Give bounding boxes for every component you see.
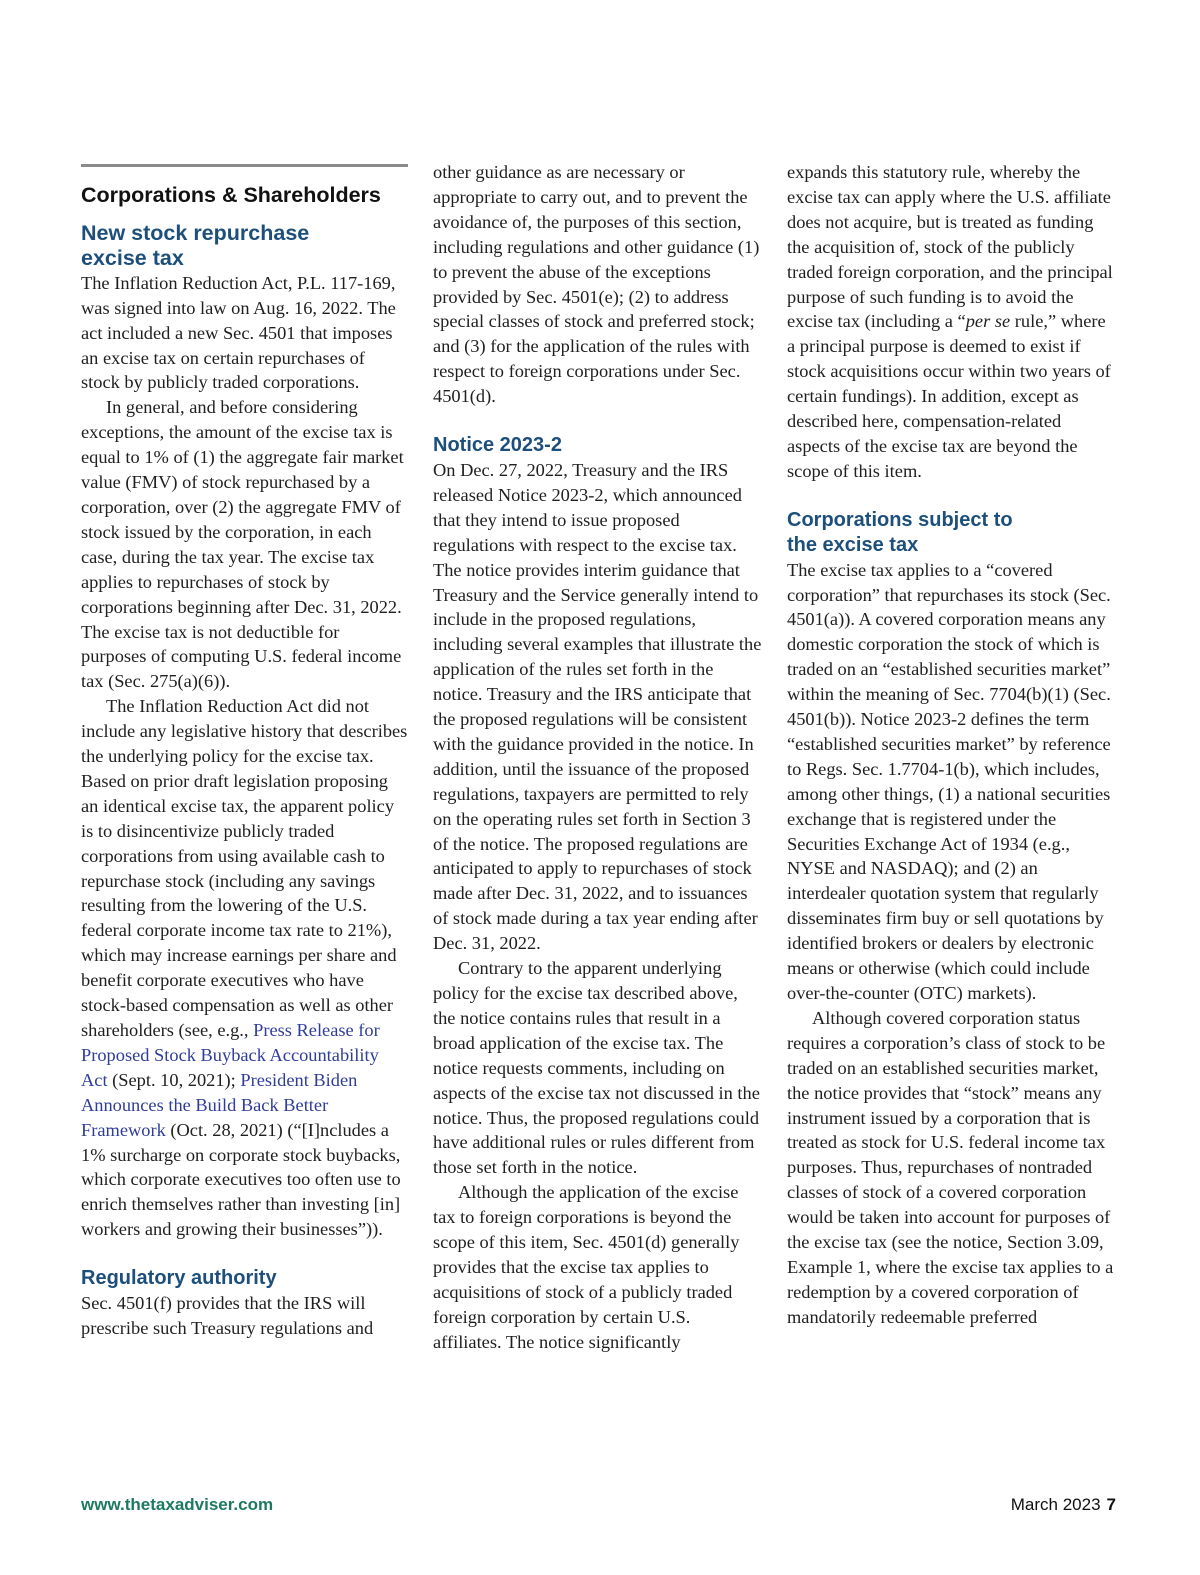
paragraph: The Inflation Reduction Act, P.L. 117-169, was signed into law on Aug. 16, 2022. The act included a new Sec. 4501 that imposes an excise tax on certain repurchases of stock by publicly traded corporations. (81, 272, 396, 393)
paragraph: The excise tax applies to a “covered corporation” that repurchases its stock (Sec. 4501(a)). A covered corporation means any domestic corporation the stock of which is traded on an “established securities market” within the meaning of Sec. 7704(b)(1) (Sec. 4501(b)). Notice 2023-2 defines the term “established securities market” by reference to Regs. Sec. 1.7704-1(b), which includes, among other things, (1) a national securities exchange that is registered under the Securities Exchange Act of 1934 (e.g., NYSE and NASDAQ); and (2) an interdealer quotation system that regularly disseminates firm buy or sell quotations by identified brokers or dealers by electronic means or otherwise (which could include over-the-counter (OTC) markets). (787, 559, 1111, 1003)
section-title: Corporations & Shareholders (81, 183, 381, 207)
website-url[interactable]: www.thetaxadviser.com (81, 1495, 274, 1514)
column-2 (433, 160, 763, 1355)
heading-new-stock-repurchase: New stock repurchase excise tax (81, 221, 310, 270)
heading-corporations-subject: Corporations subject to the excise tax (787, 508, 1013, 556)
page-number: 7 (1106, 1495, 1116, 1514)
paragraph: Sec. 4501(f) provides that the IRS will prescribe such Treasury regulations and (81, 1293, 374, 1338)
paragraph: The Inflation Reduction Act did not include any legislative history that describes the underlying policy for the excise tax. Based on prior draft legislation proposing an identical excise tax, the apparent policy is to disincentivize publicly traded corporations from using available cash to repurchase stock (including any savings resulting from the lowering of the U.S. federal corporate income tax rate to 21%), which may increase earnings per share and benefit corporate executives who have stock-based compensation as well as other shareholders (see, e.g., Press Release for Proposed Stock Buyback Accountability Act (Sept. 10, 2021); President Biden Announces the Build Back Better Framework (Oct. 28, 2021) (“[I]ncludes a 1% surcharge on corporate stock buybacks, which corporate executives too often use to enrich themselves rather than investing [in] workers and growing their businesses”)). (81, 696, 408, 1240)
heading-notice-2023-2: Notice 2023-2 (433, 434, 562, 457)
press-release-link[interactable]: Press Release for Proposed Stock Buyback Accountability Act (81, 1020, 380, 1090)
paragraph: In general, and before considering exceptions, the amount of the excise tax is equal to 1% of (1) the aggregate fair market value (FMV) of stock repurchased by a corporation, over (2) the aggregate FMV of stock issued by the corporation, in each case, during the tax year. The excise tax applies to repurchases of stock by corporations beginning after Dec. 31, 2022. The excise tax is not deductible for purposes of computing U.S. federal income tax (Sec. 275(a)(6)). (81, 397, 404, 692)
paragraph: Although covered corporation status requires a corporation’s class of stock to be traded on an established securities market, the notice provides that “stock” means any instrument issued by a corporation that is treated as stock for U.S. federal income tax purposes. Thus, repurchases of nontraded classes of stock of a covered corporation would be taken into account for purposes of the excise tax (see the notice, Section 3.09, Example 1, where the excise tax applies to a redemption by a covered corporation of mandatorily redeemable preferred (787, 1007, 1114, 1327)
footer-date-page: March 2023 7 (1010, 1495, 1116, 1514)
column-1 (81, 160, 408, 1341)
paragraph: expands this statutory rule, whereby the excise tax can apply where the U.S. affiliate does not acquire, but is treated as funding the acquisition of, stock of the publicly traded foreign corporation, and the principal purpose of such funding is to avoid the excise tax (including a “per se rule,” where a principal purpose is deemed to exist if stock acquisitions occur within two years of certain fundings). In addition, except as described here, compensation-related aspects of the excise tax are beyond the scope of this item. (787, 162, 1113, 481)
paragraph: Contrary to the apparent underlying policy for the excise tax described above, the notice contains rules that result in a broad application of the excise tax. The notice requests comments, including on aspects of the excise tax not discussed in the notice. Thus, the proposed regulations could have additional rules or rules different from those set forth in the notice. (433, 958, 760, 1178)
build-back-better-link[interactable]: President Biden Announces the Build Back Better Framework (81, 1069, 358, 1140)
paragraph: other guidance as are necessary or appropriate to carry out, and to prevent the avoidance of, the purposes of this section, including regulations and other guidance (1) to prevent the abuse of the exceptions provided by Sec. 4501(e); (2) to address special classes of stock and preferred stock; and (3) for the application of the rules with respect to foreign corporations under Sec. 4501(d). (433, 162, 760, 407)
column-3 (787, 160, 1117, 1330)
paragraph: Although the application of the excise tax to foreign corporations is beyond the scope of this item, Sec. 4501(d) generally provides that the excise tax applies to acquisitions of stock of a publicly traded foreign corporation by certain U.S. affiliates. The notice significantly (433, 1182, 740, 1352)
paragraph: On Dec. 27, 2022, Treasury and the IRS released Notice 2023-2, which announced that they intend to issue proposed regulations with respect to the excise tax. The notice provides interim guidance that Treasury and the Service generally intend to include in the proposed regulations, including several examples that illustrate the application of the rules set forth in the notice. Treasury and the IRS anticipate that the proposed regulations will be consistent with the guidance provided in the notice. In addition, until the issuance of the proposed regulations, taxpayers are permitted to rely on the operating rules set forth in Section 3 of the notice. The proposed regulations are anticipated to apply to repurchases of stock made after Dec. 31, 2022, and to issuances of stock made during a tax year ending after Dec. 31, 2022. (433, 459, 762, 954)
heading-regulatory-authority: Regulatory authority (81, 1267, 277, 1290)
